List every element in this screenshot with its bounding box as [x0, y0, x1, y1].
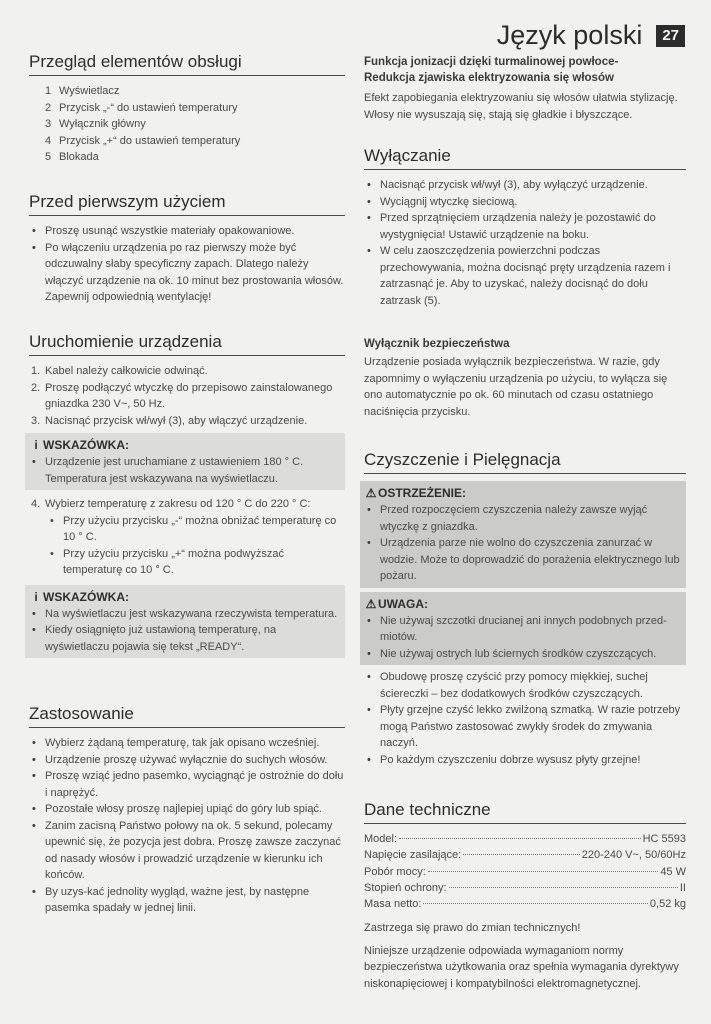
- tip-box: [25, 433, 345, 490]
- section-cleaning: [364, 450, 686, 768]
- tip-title: WSKAZÓWKA:: [43, 438, 129, 452]
- spec-row: Pobór mocy: 45 W: [364, 865, 686, 878]
- list-item: • By uzys-kać jednolity wygląd, ważne jest, by następne pasemka spadały w jednej linii.: [29, 884, 345, 917]
- section-startup: [29, 332, 345, 658]
- section-title: Dane techniczne: [364, 800, 686, 824]
- info-icon: i: [34, 589, 38, 604]
- info-icon: i: [34, 438, 38, 452]
- list-item: • Urządzenie jest uruchamiane z ustawieniem 180 ° C. Temperatura jest wskazywana na wyświetlaczu.: [29, 454, 339, 487]
- list-item: • Zanim zacisną Państwo połowy na ok. 5 sekund, polecamy upewnić się, że pozycja jest dobra. Proszę zawsze zaczynać od nasady włosów i prowadzić urządzenie w kierunku ich końców.: [29, 818, 345, 884]
- list-item: 2 Przycisk „-“ do ustawień temperatury: [45, 101, 238, 114]
- conformity-text: Niniejsze urządzenie odpowiada wymaganiom normy bezpieczeństwa użytkowania oraz spełnia wymagania dyrektywy niskonapięciowej i kompatybilności elektromagnetycznej.: [364, 944, 679, 990]
- section-title: Zastosowanie: [29, 704, 345, 728]
- paragraph: Urządzenie posiada wyłącznik bezpieczeństwa. W razie, gdy zapomnimy o wyłączeniu urządzenia po użyciu, to wyłącza się ono automatycznie po ok. 60 minutach od czasu ostatniego naciśnięcia przycisku.: [364, 356, 668, 418]
- page-number: 27: [656, 25, 685, 47]
- warning-icon: ⚠: [365, 486, 377, 500]
- list-item: • Przed rozpoczęciem czyszczenia należy zawsze wyjąć wtyczkę z gniazdka.: [364, 502, 680, 535]
- list-item: • Kiedy osiągnięto już ustawioną temperaturę, na wyświetlaczu pojawia się tekst „READY“.: [29, 622, 339, 655]
- list-item: • Przy użyciu przycisku „-“ można obniżać temperaturę co 10 ° C.: [29, 513, 345, 546]
- usage-list: [29, 735, 345, 917]
- spec-row: Model: HC 5593: [364, 833, 686, 845]
- caution-box: [360, 592, 686, 666]
- startup-step-4: [29, 496, 345, 513]
- list-item: • Proszę wziąć jedno pasemko, wyciągnąć je ostrożnie do dołu i naprężyć.: [29, 768, 345, 801]
- tip-box: [25, 585, 345, 659]
- caution-title: UWAGA:: [378, 596, 428, 611]
- section-title: Uruchomienie urządzenia: [29, 332, 345, 356]
- spec-row: Napięcie zasilające: 220-240 V~, 50/60Hz: [364, 849, 686, 862]
- cleaning-list: [364, 669, 686, 768]
- warning-box: [360, 481, 686, 588]
- section-title: Wyłączanie: [364, 146, 686, 170]
- list-item: 4 Przycisk „+“ do ustawień temperatury: [45, 134, 241, 147]
- list-item: • Po każdym czyszczeniu dobrze wysusz płyty grzejne!: [364, 752, 686, 769]
- section-before-use: [29, 192, 345, 306]
- startup-steps: [29, 363, 345, 429]
- language-title: Język polski: [496, 20, 643, 50]
- list-item: • W celu zaoszczędzenia powierzchni podczas przechowywania, można docisnąć pręty urządzenia razem i zatrzasnąć je. Aby to uzyskać, należy docisnąć do dołu zatrzask (5).: [364, 243, 686, 309]
- section-ionization: [364, 54, 686, 123]
- paragraph: Efekt zapobiegania elektryzowaniu się włosów ułatwia stylizację. Włosy nie wysuszają się, stają się gładkie i błyszczące.: [364, 92, 678, 121]
- list-item: • Płyty grzejne czyść lekko zwilżoną szmatką. W razie potrzeby mogą Państwo zastosować zwykły środek do zmywania naczyń.: [364, 702, 686, 752]
- subsection-title: Wyłącznik bezpieczeństwa: [364, 338, 510, 350]
- section-overview: [29, 52, 345, 166]
- list-item: 3. Nacisnąć przycisk wł/wył (3), aby włączyć urządzenie.: [31, 414, 308, 427]
- switch-off-list: [364, 177, 686, 309]
- list-item: • Po włączeniu urządzenia po raz pierwszy może być odczuwalny słaby specyficzny zapach. Dlatego należy włączyć urządzenie na ok. 10 minut bez prostowania włosów. Zapewnij odpowiednią wentylację!: [29, 240, 345, 306]
- list-item: • Nie używaj szczotki drucianej ani innych podobnych przed-miotów.: [364, 613, 680, 646]
- spec-row: Masa netto: 0,52 kg: [364, 898, 686, 911]
- step4-sublist: [29, 513, 345, 579]
- overview-list: [43, 83, 345, 166]
- section-title: Przegląd elementów obsługi: [29, 52, 345, 76]
- list-item: 2. Proszę podłączyć wtyczkę do przepisowo zainstalowanego gniazdka 230 V~, 50 Hz.: [31, 381, 333, 410]
- subsection-title: Redukcja zjawiska elektryzowania się włosów: [364, 72, 614, 84]
- list-item: • Na wyświetlaczu jest wskazywana rzeczywista temperatura.: [29, 606, 339, 623]
- list-item: 3 Wyłącznik główny: [45, 118, 146, 130]
- tech-spec-table: [364, 831, 686, 912]
- before-use-list: [29, 223, 345, 306]
- list-item: • Pozostałe włosy proszę najlepiej upiąć do góry lub spiąć.: [29, 801, 345, 818]
- subsection-title: Funkcja jonizacji dzięki turmalinowej powłoce-: [364, 56, 619, 68]
- list-item: • Przed sprzątnięciem urządzenia należy je pozostawić do wystygnięcia! Ustawić urządzenie na boku.: [364, 210, 686, 243]
- page-header: [497, 20, 685, 51]
- tech-note: Zastrzega się prawo do zmian technicznych!: [364, 922, 581, 935]
- list-item: • Obudowę proszę czyścić przy pomocy miękkiej, suchej ściereczki – bez dodatkowych środków czyszczących.: [364, 669, 686, 702]
- section-usage: [29, 704, 345, 917]
- section-title: Przed pierwszym użyciem: [29, 192, 345, 216]
- section-switch-off: [364, 146, 686, 309]
- list-item: • Wybierz żądaną temperaturę, tak jak opisano wcześniej.: [29, 735, 345, 752]
- section-title: Czyszczenie i Pielęgnacja: [364, 450, 686, 474]
- list-item: • Urządzenie proszę używać wyłącznie do suchych włosów.: [29, 752, 345, 769]
- list-item: • Urządzenia parze nie wolno do czyszczenia zanurzać w wodzie. Może to doprowadzić do porażenia elektrycznego lub pożaru.: [364, 535, 680, 585]
- list-item: • Nacisnąć przycisk wł/wył (3), aby wyłączyć urządzenie.: [364, 177, 686, 194]
- spec-row: Stopień ochrony: II: [364, 881, 686, 894]
- section-safety-switch: [364, 336, 686, 420]
- warning-icon: ⚠: [365, 596, 377, 611]
- list-item: • Proszę usunąć wszystkie materiały opakowaniowe.: [29, 223, 345, 240]
- list-item: 1 Wyświetlacz: [45, 85, 120, 97]
- section-tech-data: [364, 800, 686, 992]
- list-item: • Przy użyciu przycisku „+“ można podwyższać temperaturę co 10 ° C.: [29, 546, 345, 579]
- list-item: 4. Wybierz temperaturę z zakresu od 120 ° C do 220 ° C:: [31, 498, 311, 510]
- list-item: • Nie używaj ostrych lub ściernych środków czyszczących.: [364, 646, 680, 663]
- list-item: 1. Kabel należy całkowicie odwinąć.: [31, 365, 208, 377]
- warning-title: OSTRZEŻENIE:: [378, 486, 467, 500]
- list-item: 5 Blokada: [45, 151, 99, 163]
- tip-title: WSKAZÓWKA:: [43, 589, 129, 604]
- list-item: • Wyciągnij wtyczkę sieciową.: [364, 194, 686, 211]
